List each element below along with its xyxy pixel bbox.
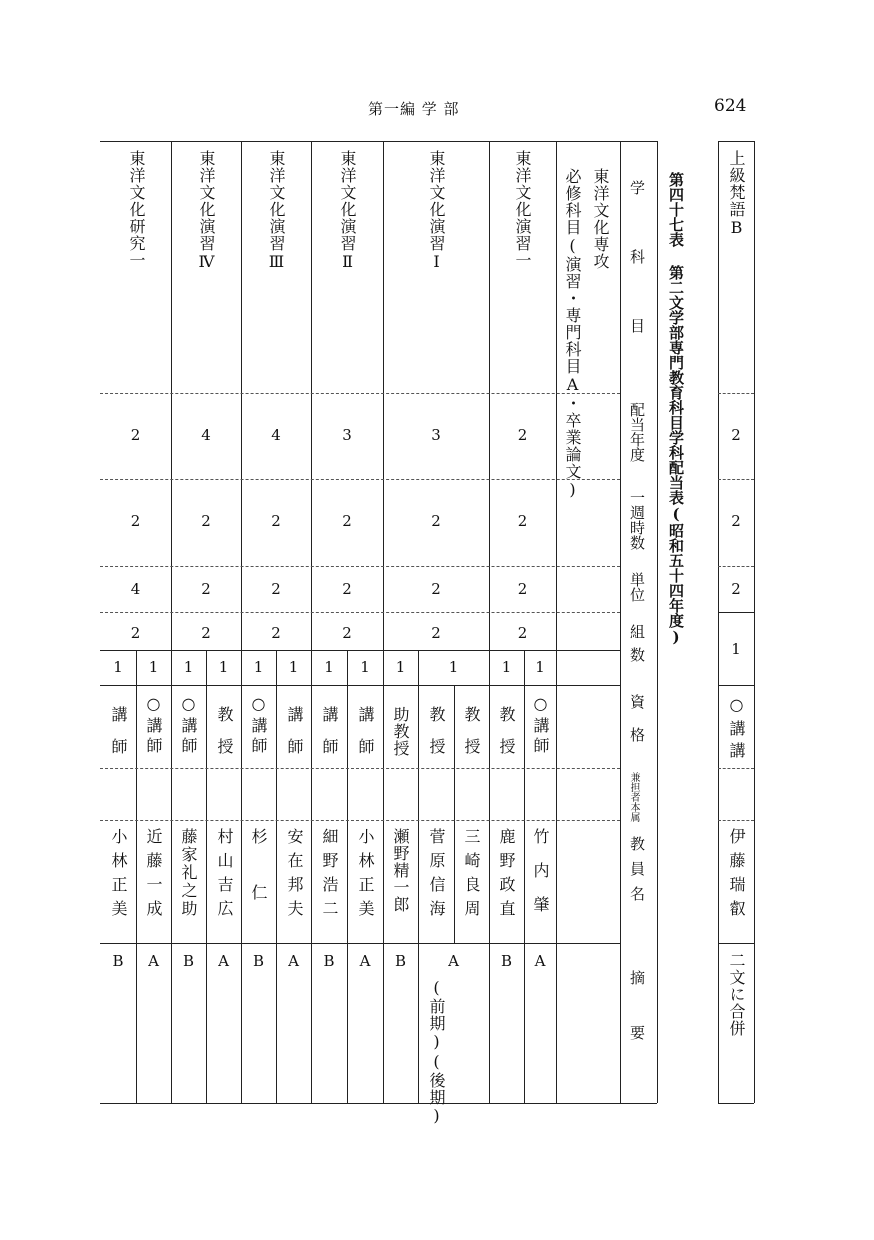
half-sep	[524, 650, 525, 1103]
prev-note: 二文に合併	[727, 952, 746, 1037]
prev-hours: 2	[731, 512, 741, 530]
row-sep	[100, 566, 620, 567]
row-section-count: 1	[324, 658, 334, 676]
row-sep	[100, 479, 620, 480]
running-header	[368, 98, 460, 119]
section-name: 東洋文化専攻	[591, 168, 610, 270]
half-sep	[347, 650, 348, 943]
row-sep	[718, 685, 754, 686]
row-groups: 2	[431, 624, 441, 642]
half-sep	[276, 650, 277, 943]
row-section-count: 1	[218, 658, 229, 676]
row-section-count: 1	[288, 658, 299, 676]
row-class: B	[500, 952, 513, 970]
row-instructor: 近藤一成	[144, 828, 163, 924]
prev-subject: 上級梵語B	[727, 150, 746, 238]
prev-qual: ○講講	[727, 695, 746, 764]
row-qual: 教授	[462, 706, 481, 770]
row-year: 3	[431, 426, 441, 444]
header-subject: 学 科 目	[628, 180, 646, 351]
row-class: A	[359, 952, 371, 970]
row-instructor: 菅原信海	[427, 828, 446, 924]
row-section-count: 1	[183, 658, 194, 676]
row-hours: 2	[517, 512, 528, 530]
row-year: 4	[201, 426, 211, 444]
col-sep	[556, 141, 557, 1103]
row-qual: ○講師	[249, 694, 268, 757]
row-instructor: 鹿野政直	[497, 828, 516, 924]
row-section-count: 1	[113, 658, 123, 676]
row-subject: 東洋文化演習Ⅱ	[338, 150, 357, 272]
row-section-count: 1	[535, 658, 545, 676]
row-qual: 教授	[215, 706, 234, 770]
row-credits: 2	[431, 580, 441, 598]
row-year: 3	[342, 426, 352, 444]
row-instructor: 三崎良周	[462, 828, 481, 924]
row-class: B	[112, 952, 124, 970]
row-instructor: 小林正美	[109, 828, 128, 924]
row-year: 4	[271, 426, 281, 444]
row-subject: 東洋文化演習Ⅳ	[197, 150, 216, 272]
row-subject: 東洋文化演習一	[513, 150, 532, 269]
prev-credits: 2	[731, 580, 741, 598]
prev-groups: 1	[731, 640, 741, 658]
row-sep	[718, 479, 754, 480]
row-instructor: 藤家礼之助	[179, 828, 198, 918]
row-class: A	[148, 952, 159, 970]
prev-left-border	[718, 141, 719, 1103]
row-qual: 講師	[356, 706, 375, 770]
header-qualification: 資格	[628, 694, 646, 760]
row-qual: ○講師	[144, 694, 163, 757]
row-instructor: 瀬野精一郎	[391, 828, 410, 913]
half-sep	[418, 650, 419, 943]
prev-name: 伊藤瑞叡	[727, 828, 746, 924]
section-sub: 必修科目(演習・専門科目A・卒業論文)	[563, 168, 582, 500]
half-sep	[206, 650, 207, 943]
table-top-border	[100, 141, 657, 142]
row-subject: 東洋文化演習Ⅰ	[427, 150, 446, 272]
row-section-count: 1	[501, 658, 512, 676]
row-class: B	[394, 952, 407, 970]
row-subject: 東洋文化演習Ⅲ	[267, 150, 286, 272]
row-groups: 2	[271, 624, 281, 642]
row-groups: 2	[517, 624, 528, 642]
row-subject: 東洋文化研究一	[127, 150, 146, 269]
running-header-text: 第一編 学 部	[368, 100, 460, 118]
row-qual: 講師	[285, 706, 304, 770]
page-number: 624	[714, 96, 747, 116]
half-sep	[136, 650, 137, 1103]
header-weekly-hours: 一週時数	[628, 490, 646, 550]
row-section-count: 1	[360, 658, 370, 676]
row-credits: 4	[130, 580, 141, 598]
row-instructor: 安在邦夫	[285, 828, 304, 924]
row-sep	[718, 566, 754, 567]
row-class: B	[323, 952, 335, 970]
row-instructor: 小林正美	[356, 828, 375, 924]
row-sep	[100, 393, 620, 394]
header-affiliation: 兼担者本属	[628, 772, 639, 822]
row-groups: 2	[342, 624, 352, 642]
row-class-note: (前期)(後期)	[427, 978, 446, 1126]
prev-bottom-border	[718, 1103, 754, 1104]
row-qual: 教授	[427, 706, 446, 770]
row-qual: ○講師	[179, 694, 198, 757]
row-class: B	[252, 952, 265, 970]
row-qual: 助教授	[391, 706, 410, 757]
row-sep	[100, 650, 620, 651]
prev-top-border	[718, 141, 754, 142]
header-credits: 単位	[628, 572, 646, 602]
row-instructor: 村山吉広	[215, 828, 234, 924]
row-section-count: 1	[148, 658, 159, 676]
row-section-count: 1	[448, 658, 459, 676]
header-year: 配当年度	[628, 402, 646, 462]
row-class: A	[534, 952, 546, 970]
row-hours: 2	[271, 512, 281, 530]
row-hours: 2	[431, 512, 441, 530]
row-sep	[718, 768, 754, 769]
half-sep	[454, 685, 455, 943]
row-sep	[718, 943, 754, 944]
row-year: 2	[517, 426, 528, 444]
row-section-count: 1	[253, 658, 264, 676]
row-groups: 2	[201, 624, 211, 642]
row-class: B	[182, 952, 195, 970]
prev-right-border	[754, 141, 755, 1103]
row-sep	[100, 943, 620, 944]
row-hours: 2	[130, 512, 141, 530]
row-sep	[100, 612, 620, 613]
row-qual: ○講師	[531, 694, 550, 757]
row-hours: 2	[342, 512, 352, 530]
table-bottom-border	[100, 1103, 657, 1104]
col-sep	[657, 141, 658, 1103]
row-credits: 2	[342, 580, 352, 598]
row-year: 2	[130, 426, 141, 444]
header-instructor: 教員名	[628, 836, 646, 911]
row-sep	[100, 820, 620, 821]
row-section-count: 1	[395, 658, 406, 676]
row-qual: 講師	[109, 706, 128, 770]
row-sep	[718, 612, 754, 613]
col-sep	[620, 141, 621, 1103]
row-sep	[100, 685, 620, 686]
row-instructor: 杉仁	[249, 828, 268, 940]
row-class: A	[448, 952, 459, 970]
row-instructor: 竹内肇	[531, 828, 550, 930]
prev-year: 2	[731, 426, 741, 444]
table-title: 第四十七表 第二文学部専門教育科目学科配当表(昭和五十四年度)	[667, 172, 685, 646]
row-class: A	[288, 952, 299, 970]
row-groups: 2	[130, 624, 141, 642]
row-class: A	[218, 952, 229, 970]
row-instructor: 細野浩二	[320, 828, 339, 924]
row-credits: 2	[271, 580, 281, 598]
row-qual: 講師	[320, 706, 339, 770]
row-credits: 2	[201, 580, 211, 598]
row-credits: 2	[517, 580, 528, 598]
header-groups: 組数	[628, 624, 646, 670]
row-hours: 2	[201, 512, 211, 530]
row-sep	[718, 820, 754, 821]
header-notes: 摘要	[628, 970, 646, 1080]
row-qual: 教授	[497, 706, 516, 770]
row-sep	[718, 393, 754, 394]
